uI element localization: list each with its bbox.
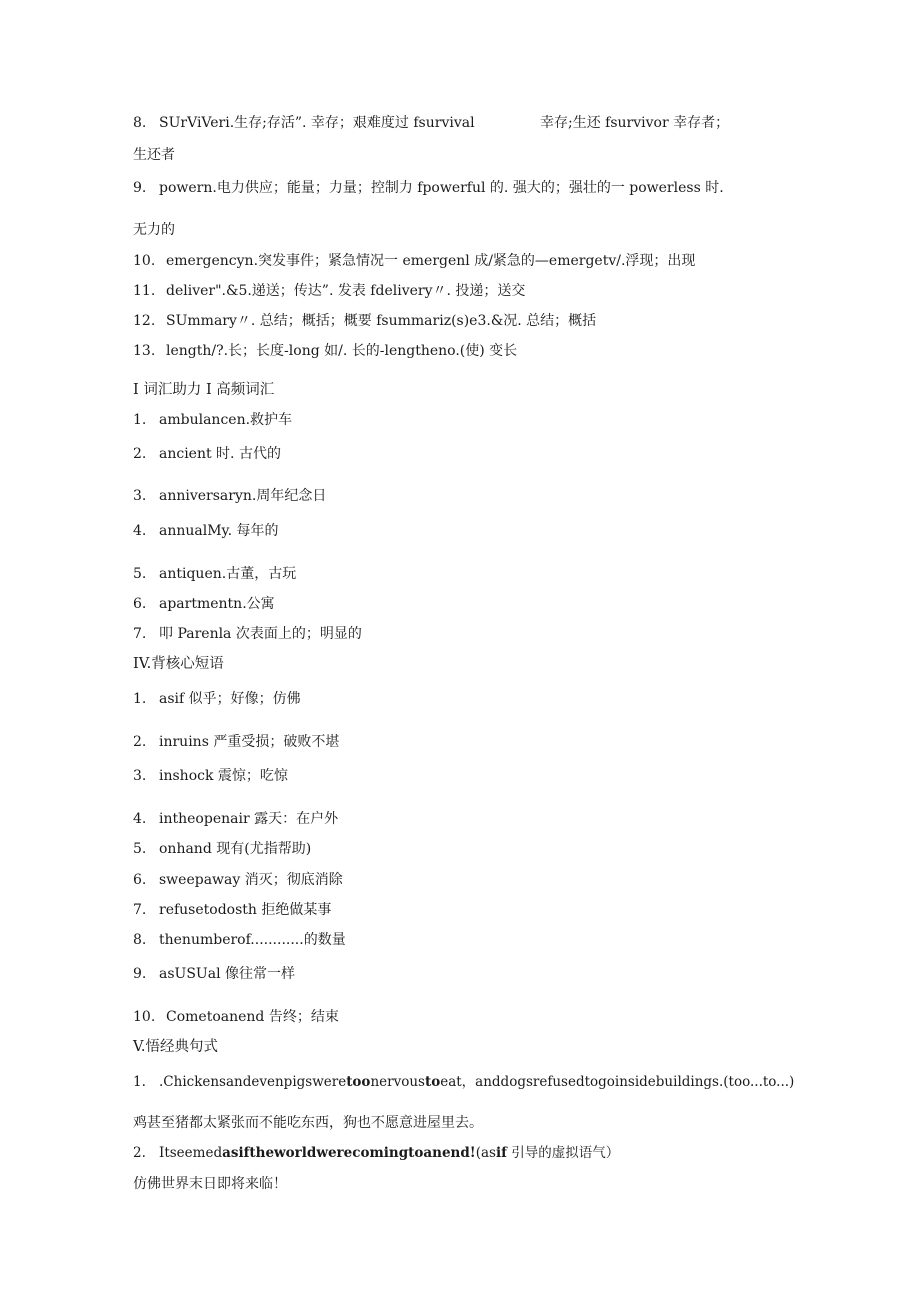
item-text: deliver".&5.递送；传达”. 发表 fdelivery〃. 投递；送交 [166,283,526,299]
item-text: asUSUal 像往常一样 [159,966,295,982]
item-number: 4. [133,523,147,539]
item-number: 1. [133,412,147,428]
sentence-text: .Chickensandevenpigswere [159,1074,347,1090]
item-text: inruins 严重受损；破败不堪 [159,734,340,750]
vocab-item-9-continuation: 无力的 [133,222,175,238]
item-number: 5. [133,841,147,857]
sentence-2 [133,1144,619,1162]
list-item [133,767,288,785]
item-text: thenumberof............的数量 [159,932,346,948]
item-text: powern.电力供应；能量；力量；控制力 fpowerful 的. 强大的；强壮的一 powerless 时. [159,180,724,196]
item-number: 6. [133,872,147,888]
sentence-text: eat，anddogsrefusedtogoinsidebuildings.(too...to...) [440,1074,795,1090]
list-item [133,565,296,583]
sentence-2-translation: 仿佛世界末日即将来临！ [133,1176,287,1192]
list-item [133,965,295,983]
item-number: 2. [133,1145,146,1161]
item-text: annualMy. 每年的 [159,523,279,539]
sentence-text: Itseemed [159,1145,223,1161]
item-number: 10. [133,1009,156,1025]
section-heading-vocabulary: I 词汇助力 I 高频词汇 [133,382,275,398]
item-text: inshock 震惊；吃惊 [159,768,288,784]
item-number: 7. [133,626,147,642]
item-text: anniversaryn.周年纪念日 [159,488,327,504]
item-text: SUmmary〃. 总结；概括；概要 fsummariz(s)e3.&况. 总结；概括 [166,313,597,329]
item-text: sweepaway 消灭；彻底消除 [159,872,343,888]
list-item [133,487,326,505]
item-text: emergencyn.突发事件；紧急情况一 emergenl 成/紧急的—emergetv/.浮现；出现 [166,253,696,269]
sentence-text: nervous [370,1074,425,1090]
vocab-item-9 [133,179,724,197]
sentence-bold: too [346,1074,371,1090]
item-number: 9. [133,966,147,982]
list-item [133,625,362,643]
item-text: ambulancen.救护车 [159,412,293,428]
item-number: 4. [133,811,147,827]
item-text: apartmentn.公寓 [159,596,275,612]
item-number: 2. [133,446,147,462]
item-text: refusetodosth 拒绝做某事 [159,902,332,918]
item-number: 1. [133,1074,146,1090]
sentence-1-translation: 鸡甚至猪都太紧张而不能吃东西，狗也不愿意进屋里去。 [133,1115,483,1131]
list-item [133,733,339,751]
item-text: asif 似乎；好像；仿佛 [159,691,301,707]
vocab-item-12 [133,312,596,330]
vocab-item-8-tail: 幸存;生还 fsurvivor 幸存者； [540,115,730,131]
item-text: ancient 时. 古代的 [159,446,281,462]
item-text: SUrViVeri.生存;存活”. 幸存；艰难度过 fsurvival [159,115,475,131]
list-item [133,522,279,540]
list-item [133,810,338,828]
item-text: onhand 现有(尤指帮助) [159,841,312,857]
sentence-1 [133,1073,794,1091]
item-number: 10. [133,253,156,269]
item-number: 8. [133,932,147,948]
vocab-item-8-continuation: 生还者 [133,147,175,163]
item-text: Cometoanend 告终；结束 [166,1009,339,1025]
item-number: 11. [133,283,156,299]
item-number: 8. [133,115,147,131]
section-heading-sentences: V.悟经典句式 [133,1039,219,1055]
list-item [133,411,292,429]
vocab-item-11 [133,282,525,300]
item-number: 3. [133,768,147,784]
item-number: 5. [133,566,147,582]
vocab-item-10 [133,252,695,270]
vocab-item-13 [133,342,517,360]
item-number: 13. [133,343,156,359]
vocab-item-8 [133,114,475,132]
list-item [133,901,331,919]
item-number: 9. [133,180,147,196]
item-text: antiquen.古董，古玩 [159,566,297,582]
sentence-bold: asiftheworldwerecomingtoanend! [222,1145,476,1161]
item-number: 6. [133,596,147,612]
item-text: 叩 Parenla 次表面上的；明显的 [159,626,362,642]
sentence-bold: to [424,1074,441,1090]
sentence-text: (as [475,1145,496,1161]
list-item [133,931,346,949]
item-number: 12. [133,313,156,329]
sentence-text: 引导的虚拟语气） [506,1145,620,1161]
list-item [133,1008,339,1026]
item-text: intheopenair 露天：在户外 [159,811,339,827]
list-item [133,840,311,858]
item-number: 7. [133,902,147,918]
item-number: 1. [133,691,147,707]
item-number: 3. [133,488,147,504]
section-heading-phrases: IV.背核心短语 [133,656,224,672]
list-item [133,595,275,613]
list-item [133,871,343,889]
sentence-bold: if [495,1145,507,1161]
item-text: length/?.长；长度-long 如/. 长的-lengtheno.(使) 变长 [166,343,518,359]
item-number: 2. [133,734,147,750]
list-item [133,445,281,463]
list-item [133,690,301,708]
